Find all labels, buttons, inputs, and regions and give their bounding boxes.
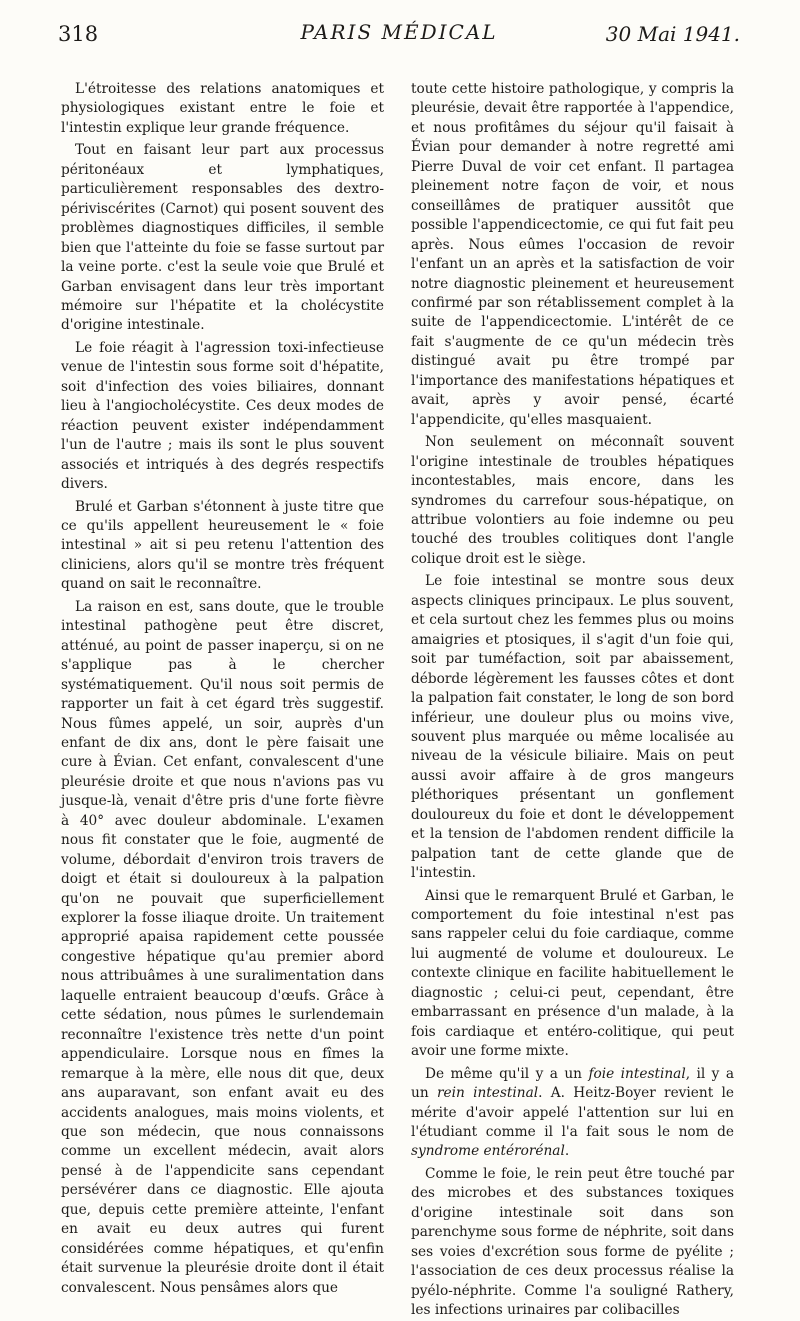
text-run: De même qu'il y a un [425,1065,589,1082]
right-column [411,80,734,1321]
issue-date: 30 Mai 1941. [605,22,740,46]
italic-term: foie intestinal [588,1065,686,1082]
paragraph: Comme le foie, le rein peut être touché par des microbes et des substances toxiques d'origine intestinale soit dans son parenchyme sous forme de néphrite, soit dans ses voies d'excrétion sous forme de pyélite ; l'association de ces deux processus réalise la pyélo-néphrite. Comme l'a souligné Rathery, les infections urinaires par colibacilles [411,1165,734,1319]
paragraph: L'étroitesse des relations anatomiques et physiologiques existant entre le foie et l'intestin explique leur grande fréquence. [61,81,384,136]
left-column [61,80,384,1298]
paragraph: Le foie intestinal se montre sous deux aspects cliniques principaux. Le plus souvent, et cela surtout chez les femmes plus ou moins amaigries et ptosiques, il s'agit d'un foie qui, soit par tuméfaction, soit par abaissement, déborde légèrement les fausses côtes et dont la palpation fait constater, le long de son bord inférieur, une douleur plus ou moins vive, souvent plus marquée ou même localisée au niveau de la vésicule biliaire. Mais on peut aussi avoir affaire à de gros mangeurs pléthoriques présentant un gonflement douloureux du foie et dont le développement et la tension de l'abdomen rendent difficile la palpation tant de cette glande que de l'intestin. [411,573,734,882]
page-header [58,18,740,58]
page-number: 318 [58,22,99,46]
paragraph: Tout en faisant leur part aux processus péritonéaux et lymphatiques, particulièrement responsables des dextro-périviscérites (Carnot) qui posent souvent des problèmes diagnostiques difficiles, il semble bien que l'atteinte du foie se fasse surtout par la veine porte. c'est la seule voie que Brulé et Garban envisagent dans leur très important mémoire sur l'hépatite et la cholécystite d'origine intestinale. [61,142,384,334]
journal-title: PARIS MÉDICAL [300,20,498,44]
paragraph: Non seulement on méconnaît souvent l'origine intestinale de troubles hépatiques incontestables, mais encore, dans les syndromes du carrefour sous-hépatique, on attribue volontiers au foie indemne ou peu touché des troubles colitiques dont l'angle colique droit est le siège. [411,434,734,567]
paragraph: La raison en est, sans doute, que le trouble intestinal pathogène peut être discret, atténué, au point de passer inaperçu, si on ne s'applique pas à le chercher systématiquement. Qu'il nous soit permis de rapporter un fait à cet égard très suggestif. Nous fûmes appelé, un soir, auprès d'un enfant de dix ans, dont le père faisait une cure à Évian. Cet enfant, convalescent d'une pleurésie droite et que nous n'avions pas vu jusque-là, venait d'être pris d'une forte fièvre à 40° avec douleur abdominale. L'examen nous fit constater que le foie, augmenté de volume, débordait d'environ trois travers de doigt et était si douloureux à la palpation qu'on ne pouvait que superficiellement explorer la fosse iliaque droite. Un traitement approprié apaisa rapidement cette poussée congestive hépatique qu'au premier abord nous attribuâmes à une suralimentation dans laquelle entraient beaucoup d'œufs. Grâce à cette sédation, nous pûmes le surlendemain reconnaître l'existence très nette d'un point appendiculaire. Lorsque nous en fîmes la remarque à la mère, elle nous dit que, deux ans auparavant, son enfant avait eu des accidents analogues, mais moins violents, et que son médecin, que nous connaissons comme un excellent médecin, avait alors pensé à de l'appendicite sans cependant persévérer dans ce diagnostic. Elle ajouta que, depuis cette première atteinte, l'enfant en avait eu deux autres qui furent considérées comme hépatiques, et qu'enfin était survenue la pleurésie droite dont il était convalescent. Nous pensâmes alors que [61,598,384,1296]
paragraph: toute cette histoire pathologique, y compris la pleurésie, devait être rapportée à l'appendice, et nous profitâmes du séjour qu'il faisait à Évian pour demander à notre regretté ami Pierre Duval de voir cet enfant. Il partagea pleinement notre façon de voir, et nous conseillâmes de pratiquer aussitôt que possible l'appendicectomie, ce qui fut fait peu après. Nous eûmes l'occasion de revoir l'enfant un an après et la satisfaction de voir notre diagnostic pleinement et heureusement confirmé par son rétablissement complet à la suite de l'appendicectomie. L'intérêt de ce fait s'augmente de ce qu'un médecin très distingué avait pu être trompé par l'importance des manifestations hépatiques et avait, après y avoir pensé, écarté l'appendicite, qu'elles masquaient. [411,81,734,428]
italic-term: rein intestinal [436,1085,539,1102]
text-run: . A. Heitz-Boyer revient le mérite d'avoir appelé l'attention sur lui en l'étudiant comme il l'a fait sous le nom de [411,1085,734,1141]
text-run: . [564,1143,570,1160]
text-run: , il y a un [411,1065,734,1102]
paragraph: Ainsi que le remarquent Brulé et Garban, le comportement du foie intestinal n'est pas sans rappeler celui du foie cardiaque, comme lui augmenté de volume et douloureux. Le contexte clinique en facilite habituellement le diagnostic ; celui-ci peut, cependant, être embarrassant en présence d'un malade, à la fois cardiaque et entéro-colitique, qui peut avoir une forme mixte. [411,887,734,1060]
italic-term: syndrome entérorénal [411,1143,565,1160]
paragraph: Le foie réagit à l'agression toxi-infectieuse venue de l'intestin sous forme soit d'hépatite, soit d'infection des voies biliaires, donnant lieu à l'angiocholécystite. Ces deux modes de réaction peuvent exister indépendamment l'un de l'autre ; mais ils sont le plus souvent associés et intriqués à des degrés respectifs divers. [61,339,384,493]
paragraph: Brulé et Garban s'étonnent à juste titre que ce qu'ils appellent heureusement le « foie intestinal » ait si peu retenu l'attention des cliniciens, alors qu'il se montre très fréquent quand on sait le reconnaître. [61,498,384,593]
paragraph [411,1065,734,1162]
